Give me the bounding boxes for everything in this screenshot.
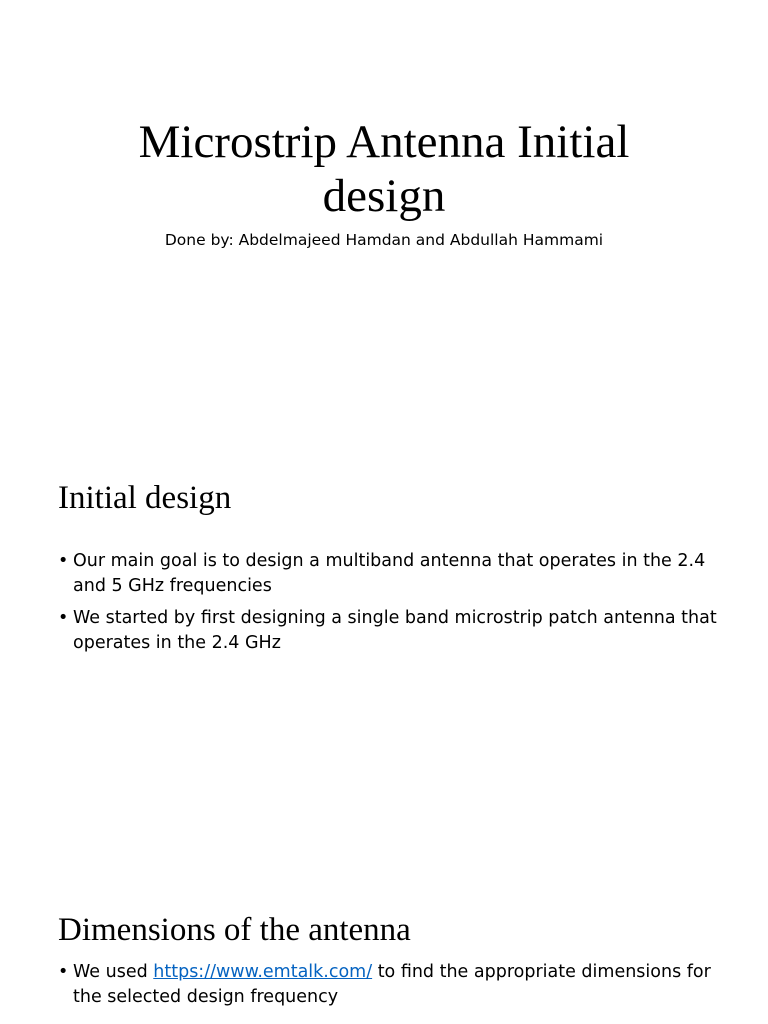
cropped-content-hint [318,1020,518,1024]
slide-title: Dimensions of the antenna [58,912,411,948]
title-line-1: Microstrip Antenna Initial [138,116,630,168]
bullet-item [58,549,718,599]
bullet-text: Our main goal is to design a multiband antenna that operates in the 2.4 and 5 GHz frequencies [73,551,706,596]
title-slide [0,0,768,432]
initial-design-slide [0,432,768,864]
bullet-list [58,960,718,1017]
bullet-icon: • [58,551,69,571]
bullet-icon: • [58,962,69,982]
bullet-icon: • [58,608,69,628]
presentation-title [0,115,768,223]
title-line-2: design [322,170,446,222]
bullet-text-suffix: to find the appropriate dimensions for the selected design frequency [73,962,711,1007]
bullet-text: We started by first designing a single band microstrip patch antenna that operates in the 2.4 GHz [73,608,717,653]
dimensions-slide [0,864,768,1024]
bullet-text-prefix: We used [73,962,154,982]
slide-title: Initial design [58,480,232,516]
bullet-item [58,960,718,1010]
bullet-list [58,549,718,663]
bullet-item [58,606,718,656]
presentation-subtitle: Done by: Abdelmajeed Hamdan and Abdullah Hammami [164,231,604,249]
emtalk-link[interactable]: https://www.emtalk.com/ [153,962,373,982]
